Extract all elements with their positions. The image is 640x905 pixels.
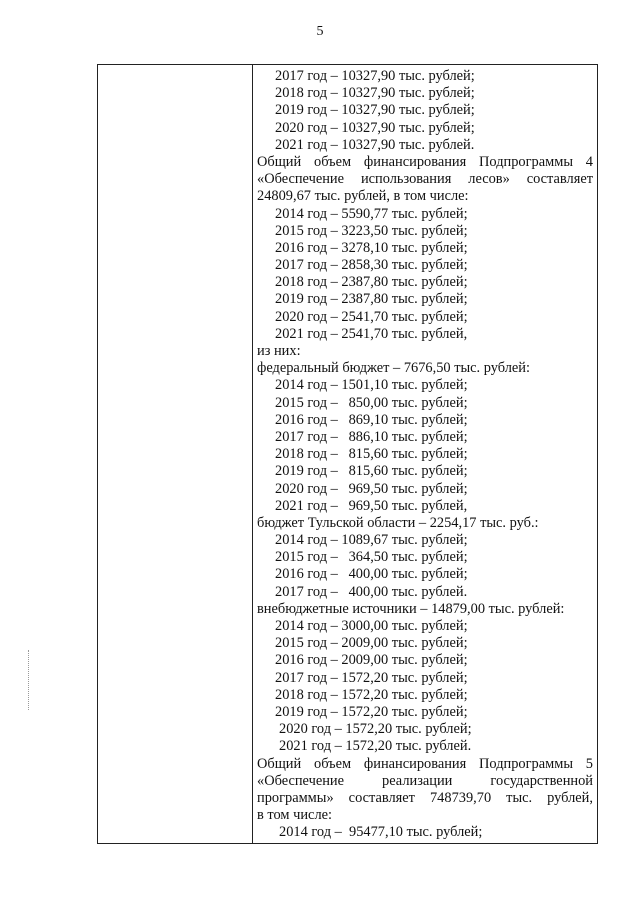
- year-line: 2018 год – 815,60 тыс. рублей;: [275, 446, 468, 463]
- year-line: 2020 год – 10327,90 тыс. рублей;: [275, 119, 475, 136]
- year-line: 2021 год – 1572,20 тыс. рублей.: [279, 738, 472, 755]
- year-line: 2021 год – 10327,90 тыс. рублей.: [275, 136, 475, 153]
- subprogram5-block: [257, 756, 593, 842]
- year-line: 2018 год – 2387,80 тыс. рублей;: [275, 274, 468, 291]
- of-them-label: из них:: [257, 343, 301, 359]
- subprogram4-intro: Общий объем финансирования Подпрограммы 4: [257, 153, 593, 170]
- year-line: 2021 год – 969,50 тыс. рублей,: [275, 497, 468, 514]
- year-line: 2016 год – 400,00 тыс. рублей;: [275, 566, 468, 583]
- continuation-years: [257, 68, 593, 154]
- year-line: 2017 год – 10327,90 тыс. рублей;: [275, 68, 475, 84]
- funding-table: [97, 64, 598, 844]
- table-left-column: [98, 65, 253, 843]
- year-line: 2020 год – 969,50 тыс. рублей;: [275, 480, 468, 497]
- year-line: 2014 год – 3000,00 тыс. рублей;: [275, 618, 468, 634]
- subprogram5-intro: Общий объем финансирования Подпрограммы 5: [257, 755, 593, 772]
- year-line: 2019 год – 815,60 тыс. рублей;: [275, 463, 468, 480]
- year-line: 2019 год – 2387,80 тыс. рублей;: [275, 291, 468, 308]
- year-line: 2014 год – 5590,77 тыс. рублей;: [275, 205, 468, 222]
- year-line: 2017 год – 2858,30 тыс. рублей;: [275, 257, 468, 274]
- year-line: 2017 год – 400,00 тыс. рублей.: [275, 583, 468, 600]
- subprogram4-block: [257, 154, 593, 756]
- year-line: 2016 год – 869,10 тыс. рублей;: [275, 411, 468, 428]
- subprogram4-total: 24809,67 тыс. рублей, в том числе:: [257, 188, 469, 205]
- year-line: 2021 год – 2541,70 тыс. рублей,: [275, 325, 468, 342]
- table-right-column: [253, 65, 597, 843]
- year-line: 2014 год – 95477,10 тыс. рублей;: [279, 824, 483, 841]
- year-line: 2014 год – 1089,67 тыс. рублей;: [275, 532, 468, 549]
- year-line: 2014 год – 1501,10 тыс. рублей;: [275, 377, 468, 394]
- year-line: 2017 год – 886,10 тыс. рублей;: [275, 428, 468, 445]
- scan-margin-mark: [28, 650, 30, 710]
- year-line: 2018 год – 10327,90 тыс. рублей;: [275, 85, 475, 102]
- year-line: 2015 год – 3223,50 тыс. рублей;: [275, 222, 468, 239]
- year-line: 2020 год – 1572,20 тыс. рублей;: [279, 721, 472, 738]
- subprogram4-intro: «Обеспечение использования лесов» составляет: [257, 171, 593, 188]
- subprogram5-intro: программы» составляет 748739,70 тыс. рублей,: [257, 789, 593, 806]
- extrabudget-heading: внебюджетные источники – 14879,00 тыс. рублей:: [257, 600, 565, 617]
- year-line: 2015 год – 850,00 тыс. рублей;: [275, 394, 468, 411]
- year-line: 2016 год – 3278,10 тыс. рублей;: [275, 239, 468, 256]
- year-line: 2019 год – 1572,20 тыс. рублей;: [275, 703, 468, 720]
- year-line: 2015 год – 364,50 тыс. рублей;: [275, 549, 468, 566]
- regional-budget-heading: бюджет Тульской области – 2254,17 тыс. руб.:: [257, 514, 539, 531]
- year-line: 2015 год – 2009,00 тыс. рублей;: [275, 635, 468, 652]
- year-line: 2020 год – 2541,70 тыс. рублей;: [275, 308, 468, 325]
- year-line: 2019 год – 10327,90 тыс. рублей;: [275, 102, 475, 119]
- year-line: 2017 год – 1572,20 тыс. рублей;: [275, 669, 468, 686]
- in-that-label: в том числе:: [257, 807, 333, 824]
- federal-budget-heading: федеральный бюджет – 7676,50 тыс. рублей:: [257, 360, 530, 377]
- year-line: 2016 год – 2009,00 тыс. рублей;: [275, 652, 468, 669]
- page-number: 5: [316, 24, 324, 39]
- subprogram5-intro: «Обеспечение реализации государственной: [257, 772, 593, 789]
- year-line: 2018 год – 1572,20 тыс. рублей;: [275, 686, 468, 703]
